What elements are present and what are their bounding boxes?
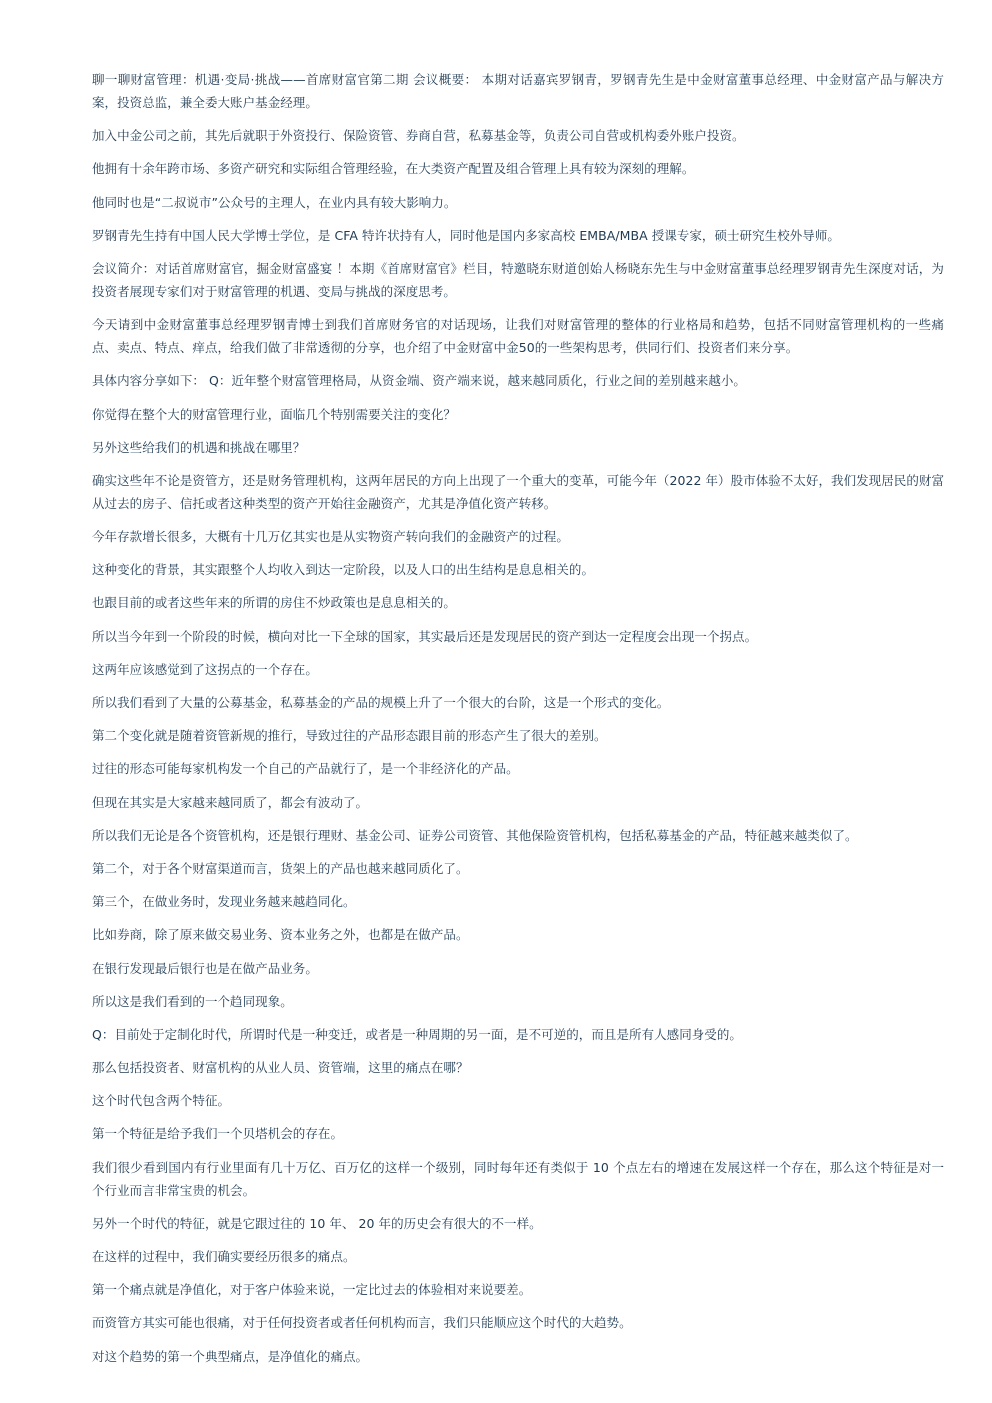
paragraph: 第一个痛点就是净值化，对于客户体验来说，一定比过去的体验相对来说要差。 [92,1282,532,1298]
paragraph-meeting-summary: 会议简介：对话首席财富官，掘金财富盛宴 ！本期《首席财富官》栏目，特邀晓东财道创始人杨晓东先生与中金财富董事总经理罗钢青先生深度对话，为投资者展现专家们对于财富管理的机遇、变局与挑战的深度思考。 [92,260,944,299]
paragraph: 这种变化的背景，其实跟整个人均收入到达一定阶段，以及人口的出生结构是息息相关的。 [92,562,595,578]
paragraph: 你觉得在整个大的财富管理行业，面临几个特别需要关注的变化？ [92,406,456,422]
paragraph-question: Q：目前处于定制化时代，所谓时代是一种变迁，或者是一种周期的另一面，是不可逆的，而且是所有人感同身受的。 [92,1026,742,1042]
paragraph: 所以这是我们看到的一个趋同现象。 [92,993,293,1009]
paragraph-intro: 聊一聊财富管理：机遇·变局·挑战——首席财富官第二期 会议概要： 本期对话嘉宾罗钢青，罗钢青先生是中金财富董事总经理、中金财富产品与解决方案，投资总监，兼全委大账户基金经理。 [92,72,944,110]
paragraph: 在银行发现最后银行也是在做产品业务。 [92,960,318,976]
paragraph: 比如券商，除了原来做交易业务、资本业务之外，也都是在做产品。 [92,927,469,943]
paragraph: 我们很少看到国内有行业里面有几十万亿、百万亿的这样一个级别，同时每年还有类似于 10 个点左右的增速在发展这样一个存在，那么这个特征是对一个行业而言非常宝贵的机会。 [92,1159,944,1198]
paragraph: 过往的形态可能每家机构发一个自己的产品就行了，是一个非经济化的产品。 [92,761,519,777]
paragraph: 所以当今年到一个阶段的时候，横向对比一下全球的国家，其实最后还是发现居民的资产到达一定程度会出现一个拐点。 [92,628,758,644]
paragraph: 他拥有十余年跨市场、多资产研究和实际组合管理经验，在大类资产配置及组合管理上具有较为深刻的理解。 [92,161,695,177]
paragraph: 所以我们无论是各个资管机构，还是银行理财、基金公司、证券公司资管、其他保险资管机构，包括私募基金的产品，特征越来越类似了。 [92,827,858,843]
paragraph: 他同时也是“二叔说市”公众号的主理人，在业内具有较大影响力。 [92,194,457,210]
paragraph: 这个时代包含两个特征。 [92,1093,231,1109]
paragraph: 这两年应该感觉到了这拐点的一个存在。 [92,661,318,677]
paragraph: 第二个变化就是随着资管新规的推行，导致过往的产品形态跟目前的形态产生了很大的差别。 [92,728,607,744]
paragraph: 今年存款增长很多，大概有十几万亿其实也是从实物资产转向我们的金融资产的过程。 [92,529,569,545]
paragraph: 而资管方其实可能也很痛，对于任何投资者或者任何机构而言，我们只能顺应这个时代的大趋势。 [92,1315,632,1331]
paragraph: 但现在其实是大家越来越同质了，都会有波动了。 [92,794,369,810]
paragraph: 加入中金公司之前，其先后就职于外资投行、保险资管、券商自营，私募基金等，负责公司自营或机构委外账户投资。 [92,128,745,144]
paragraph: 确实这些年不论是资管方，还是财务管理机构，这两年居民的方向上出现了一个重大的变革，可能今年（2022 年）股市体验不太好，我们发现居民的财富从过去的房子、信托或者这种类型的资产开始往金融资产，尤其是净值化资产转移。 [92,472,944,511]
paragraph: 第一个特征是给予我们一个贝塔机会的存在。 [92,1126,344,1142]
paragraph: 在这样的过程中，我们确实要经历很多的痛点。 [92,1249,356,1264]
document-body [92,68,944,1378]
paragraph: 今天请到中金财富董事总经理罗钢青博士到我们首席财务官的对话现场，让我们对财富管理的整体的行业格局和趋势，包括不同财富管理机构的一些痛点、卖点、特点、痒点，给我们做了非常透彻的分享，也介绍了中金财富中金50的一些架构思考，供同行们、投资者们来分享。 [92,317,944,356]
paragraph: 对这个趋势的第一个典型痛点，是净值化的痛点。 [92,1348,369,1364]
paragraph: 所以我们看到了大量的公募基金，私募基金的产品的规模上升了一个很大的台阶，这是一个形式的变化。 [92,695,670,710]
paragraph-question: 具体内容分享如下： Q：近年整个财富管理格局，从资金端、资产端来说，越来越同质化，行业之间的差别越来越小。 [92,373,746,389]
paragraph: 也跟目前的或者这些年来的所谓的房住不炒政策也是息息相关的。 [92,595,456,611]
paragraph: 第三个，在做业务时，发现业务越来越趋同化。 [92,894,356,910]
paragraph: 第二个，对于各个财富渠道而言，货架上的产品也越来越同质化了。 [92,860,469,876]
paragraph: 那么包括投资者、财富机构的从业人员、资管端，这里的痛点在哪？ [92,1060,469,1076]
paragraph: 另外一个时代的特征，就是它跟过往的 10 年、 20 年的历史会有很大的不一样。 [92,1215,542,1231]
paragraph: 另外这些给我们的机遇和挑战在哪里？ [92,439,306,455]
paragraph: 罗钢青先生持有中国人民大学博士学位，是 CFA 特许状持有人，同时他是国内多家高校 EMBA/MBA 授课专家，硕士研究生校外导师。 [92,227,840,243]
